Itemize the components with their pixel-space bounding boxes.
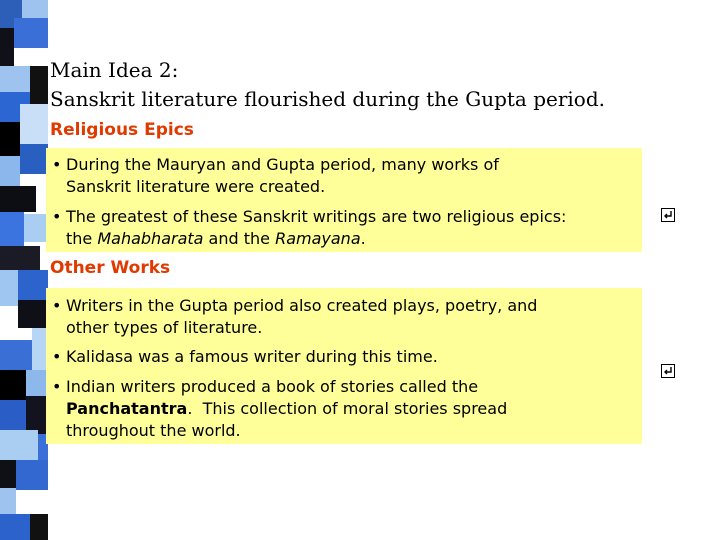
list-item: • Writers in the Gupta period also created plays, poetry, and other types of literature. (52, 296, 538, 337)
title-line-2: Sanskrit literature flourished during the Gupta period. (50, 87, 605, 111)
return-icon[interactable] (661, 208, 675, 222)
bullet-text: Indian writers produced a book of stories called the Panchatantra. This collection of moral stories spread throughout the world. (66, 377, 508, 440)
bullet-text: Kalidasa was a famous writer during this time. (66, 347, 438, 366)
slide-title (50, 56, 605, 114)
list-item: • During the Mauryan and Gupta period, many works of Sanskrit literature were created. (52, 155, 499, 196)
bullet-text: Writers in the Gupta period also created plays, poetry, and other types of literature. (66, 296, 538, 337)
epic-title-ramayana: Ramayana (275, 229, 361, 248)
epic-title-mahabharata: Mahabharata (97, 229, 204, 248)
bullet-text: The greatest of these Sanskrit writings are two religious epics: the Mahabharata and the Ramayana. (66, 207, 567, 248)
content-box-other-works (46, 288, 642, 444)
title-line-1: Main Idea 2: (50, 58, 179, 82)
content-box-religious-epics (46, 148, 642, 252)
book-title-panchatantra: Panchatantra (66, 399, 188, 418)
list-item: • Kalidasa was a famous writer during this time. (52, 347, 438, 366)
section-heading-religious-epics: Religious Epics (50, 120, 194, 140)
bullet-text: During the Mauryan and Gupta period, many works of Sanskrit literature were created. (66, 155, 499, 196)
return-icon[interactable] (661, 364, 675, 378)
list-item: • Indian writers produced a book of stories called the Panchatantra. This collection of moral stories spread throughout the world. (52, 377, 508, 440)
decorative-stripe-bar (0, 0, 48, 540)
section-heading-other-works: Other Works (50, 258, 171, 278)
list-item: • The greatest of these Sanskrit writings are two religious epics: the Mahabharata and the Ramayana. (52, 207, 567, 248)
